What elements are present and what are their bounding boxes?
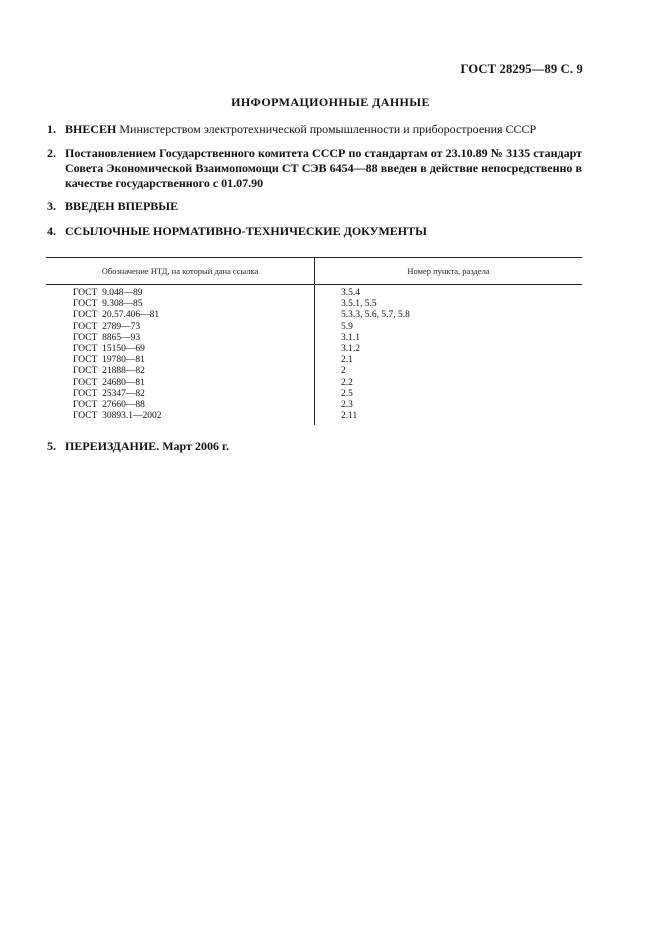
item-lead: ВНЕСЕН: [65, 122, 117, 136]
table-cell-document: ГОСТ 8865—93: [73, 332, 141, 343]
column-header-clause: Номер пункта, раздела: [407, 266, 490, 276]
table-cell-clause: 5.3.3, 5.6, 5.7, 5.8: [341, 310, 410, 321]
item-lead: ССЫЛОЧНЫЕ НОРМАТИВНО-ТЕХНИЧЕСКИЕ ДОКУМЕНТЫ: [65, 224, 427, 238]
item-number: 1.: [47, 122, 56, 136]
table-cell-clause: 2.3: [341, 399, 353, 410]
info-item-3: [47, 199, 582, 214]
table-cell-clause: 3.5.4: [341, 288, 360, 298]
column-header-document: Обозначение НТД, на который дана ссылка: [101, 266, 259, 276]
section-title: ИНФОРМАЦИОННЫЕ ДАННЫЕ: [231, 95, 430, 109]
table-cell-clause: 2.2: [341, 377, 353, 388]
table-cell-document: ГОСТ 15150—69: [73, 343, 145, 354]
info-item-4: [47, 224, 582, 239]
table-cell-clause: 2.1: [341, 355, 353, 366]
item-text: Министерством электротехнической промышленности и приборостроения СССР: [116, 122, 537, 136]
item-text: Март 2006 г.: [159, 439, 230, 453]
item-number: 4.: [47, 224, 56, 238]
item-text: Постановлением Государственного комитета СССР по стандартам от 23.10.89 № 3135 стандарт Совета Экономической Взаимопомощи СТ СЭВ 6454—88 введен в действие непосредственно в качестве государственного с 01.07.90: [65, 146, 582, 190]
table-cell-document: ГОСТ 19780—81: [73, 355, 145, 366]
table-column-divider: [314, 257, 315, 425]
clause-column: [341, 288, 571, 422]
info-item-5: [47, 439, 582, 454]
item-number: 2.: [47, 146, 56, 160]
table-cell-document: ГОСТ 25347—82: [73, 388, 145, 399]
table-cell-document: ГОСТ 21888—82: [73, 366, 145, 377]
item-number: 3.: [47, 199, 56, 213]
table-cell-document: ГОСТ 20.57.406—81: [73, 310, 160, 321]
table-cell-document: ГОСТ 2789—73: [73, 321, 141, 332]
item-lead: ПЕРЕИЗДАНИЕ.: [65, 439, 160, 453]
table-cell-clause: 2.11: [341, 411, 358, 422]
table-cell-clause: 3.1.1: [341, 332, 360, 343]
table-cell-clause: 3.1.2: [341, 343, 360, 354]
table-cell-document: ГОСТ 27660—88: [73, 399, 145, 410]
info-item-2: [47, 146, 582, 191]
table-cell-document: ГОСТ 9.048—89: [73, 288, 143, 298]
item-number: 5.: [47, 439, 56, 453]
table-cell-clause: 5.9: [341, 321, 353, 332]
table-cell-document: ГОСТ 30893.1—2002: [73, 411, 162, 422]
info-item-1: [47, 122, 582, 137]
item-lead: ВВЕДЕН ВПЕРВЫЕ: [65, 199, 179, 213]
table-cell-document: ГОСТ 24680—81: [73, 377, 145, 388]
document-column: [73, 288, 303, 422]
references-table: [46, 257, 582, 425]
table-cell-clause: 3.5.1, 5.5: [341, 299, 377, 310]
table-cell-document: ГОСТ 9.308—85: [73, 299, 143, 310]
page-header-reference: ГОСТ 28295—89 С. 9: [460, 62, 583, 76]
table-cell-clause: 2.5: [341, 388, 353, 399]
table-cell-clause: 2: [341, 366, 346, 377]
